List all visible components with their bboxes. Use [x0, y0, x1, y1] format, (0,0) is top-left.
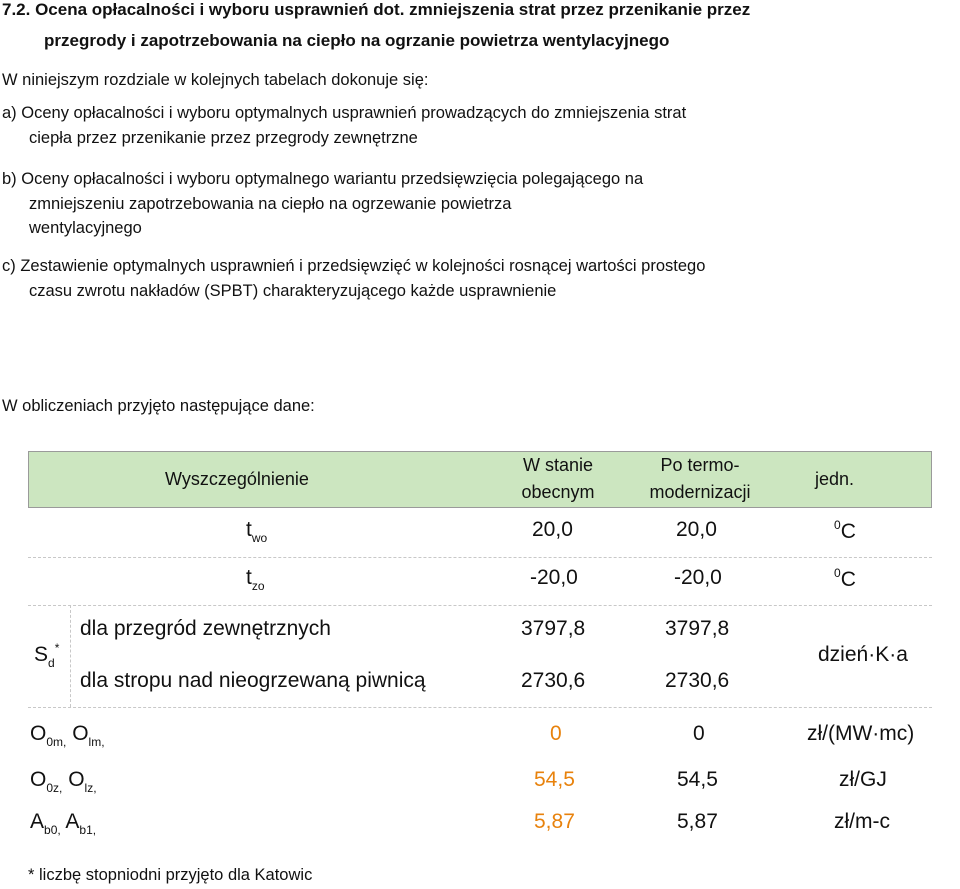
row-divider: [28, 557, 932, 558]
row-two-unit: $^0$C: [834, 518, 856, 543]
row-ab-unit: zł/m-c: [834, 810, 890, 833]
row-o0m-current: 0: [550, 722, 562, 745]
header-spec: Wyszczególnienie: [165, 469, 309, 489]
section-heading-line1: 7.2. Ocena opłacalności i wyboru usprawnień dot. zmniejszenia strat przez przenikanie przez: [2, 0, 751, 19]
item-b-line3: wentylacyjnego: [29, 219, 142, 237]
intro-text: W niniejszym rozdziale w kolejnych tabelach dokonuje się:: [2, 71, 429, 89]
row-sd-roof-label: dla stropu nad nieogrzewaną piwnicą: [80, 669, 426, 692]
item-b-line2: zmniejszeniu zapotrzebowania na ciepło na ogrzewanie powietrza: [29, 195, 512, 213]
row-sd-roof-after: 2730,6: [665, 669, 730, 692]
table-header-bar: [28, 451, 932, 508]
row-two-current: 20,0: [532, 518, 573, 541]
row-sd-roof-current: 2730,6: [521, 669, 586, 692]
item-b-line1: b) Oceny opłacalności i wyboru optymalnego wariantu przedsięwzięcia polegającego na: [2, 170, 644, 188]
header-unit: jedn.: [815, 469, 855, 489]
row-divider: [28, 605, 932, 606]
column-divider: [70, 605, 71, 707]
row-two-symbol: $t_{wo}$: [246, 518, 268, 545]
row-divider: [28, 707, 932, 708]
row-o0z-unit: zł/GJ: [839, 768, 887, 791]
item-c-line1: c) Zestawienie optymalnych usprawnień i przedsięwzięć w kolejności rosnącej wartości prostego: [2, 257, 706, 275]
row-sd-ext-after: 3797,8: [665, 617, 730, 640]
row-sd-ext-current: 3797,8: [521, 617, 586, 640]
row-tzo-symbol: $t_{zo}$: [246, 566, 265, 593]
row-tzo-after: -20,0: [674, 566, 722, 589]
row-sd-ext-label: dla przegród zewnętrznych: [80, 617, 331, 640]
row-sd-unit: dzień·K·a: [818, 643, 908, 666]
row-two-after: 20,0: [676, 518, 717, 541]
row-tzo-current: -20,0: [530, 566, 578, 589]
row-ab-after: 5,87: [677, 810, 718, 833]
row-tzo-unit: $^0$C: [834, 566, 856, 591]
header-after: Po termo- modernizacji: [649, 455, 751, 502]
header-current: W stanie obecnym: [521, 455, 595, 502]
row-ab-current: 5,87: [534, 810, 575, 833]
row-sd-symbol: $S_d^*$: [34, 641, 60, 670]
item-a-line1: a) Oceny opłacalności i wyboru optymalnych usprawnień prowadzących do zmniejszenia strat: [2, 104, 687, 122]
row-o0z-after: 54,5: [677, 768, 718, 791]
row-o0m-symbols: $O_{0m,}$ $O_{lm,}$: [30, 722, 105, 749]
footnote: * liczbę stopniodni przyjęto dla Katowic: [28, 866, 313, 884]
row-o0z-current: 54,5: [534, 768, 575, 791]
item-a-line2: ciepła przez przenikanie przez przegrody zewnętrzne: [29, 129, 418, 147]
assumptions-text: W obliczeniach przyjęto następujące dane:: [2, 397, 315, 415]
section-heading-line2: przegrody i zapotrzebowania na ciepło na ogrzanie powietrza wentylacyjnego: [44, 31, 670, 50]
row-ab-symbols: $A_{b0,}$ $A_{b1,}$: [30, 810, 97, 837]
row-o0m-after: 0: [693, 722, 705, 745]
row-o0m-unit: zł/(MW·mc): [807, 722, 915, 745]
item-c-line2: czasu zwrotu nakładów (SPBT) charakteryzującego każde usprawnienie: [29, 282, 557, 300]
row-o0z-symbols: $O_{0z,}$ $O_{lz,}$: [30, 768, 97, 795]
